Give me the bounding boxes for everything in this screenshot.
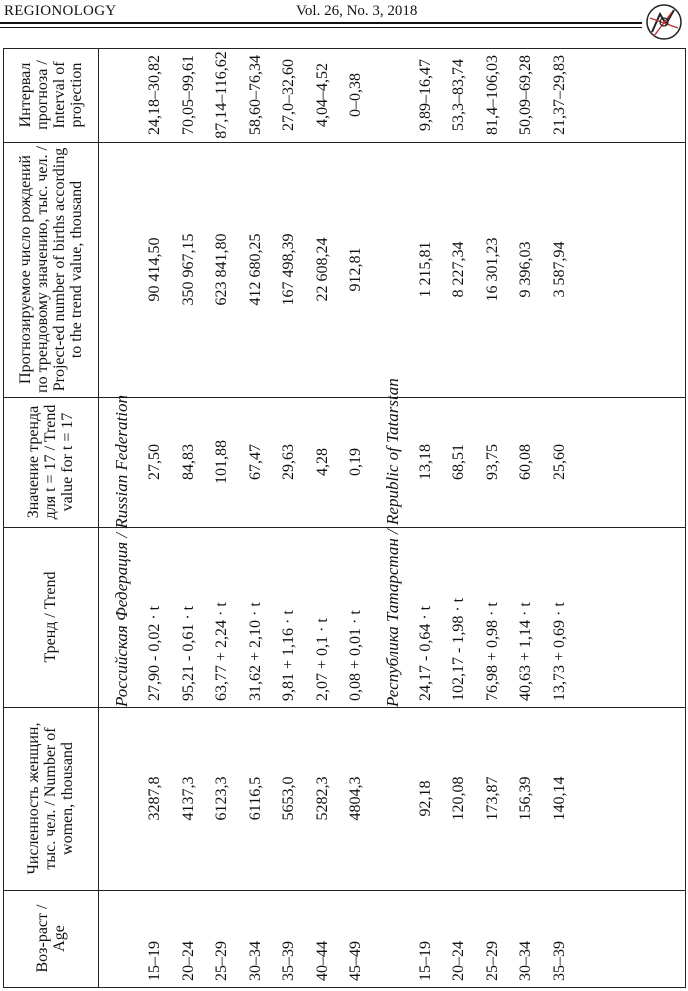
- cell-women: 4804,3: [346, 776, 364, 821]
- volume-info: Vol. 26, No. 3, 2018: [296, 3, 418, 19]
- cell-births: 912,81: [346, 247, 364, 292]
- cell-trend: 2,07 + 0,1 · t: [313, 618, 331, 701]
- column-header-trendvalue: [5, 401, 96, 523]
- table-border-left: [3, 48, 4, 987]
- cell-women: 140,14: [550, 776, 568, 821]
- column-divider: [3, 142, 686, 143]
- cell-interval: 24,18–30,82: [145, 55, 163, 135]
- cell-women: 6123,3: [212, 776, 230, 821]
- cell-women: 6116,5: [246, 776, 264, 821]
- column-divider: [3, 48, 686, 49]
- cell-trend: 102,17 - 1,98 · t: [449, 597, 467, 701]
- header-border: [98, 48, 99, 987]
- cell-births: 22 608,24: [313, 237, 331, 302]
- cell-trend-value: 93,75: [483, 444, 501, 480]
- cell-women: 4137,3: [179, 776, 197, 821]
- cell-women: 3287,8: [145, 776, 163, 821]
- cell-trend-value: 4,28: [313, 448, 331, 476]
- cell-trend-value: 25,60: [550, 444, 568, 480]
- cell-trend: 13,73 + 0,69 · t: [550, 602, 568, 701]
- column-divider: [3, 987, 686, 988]
- cell-trend-value: 27,50: [145, 444, 163, 480]
- cell-interval: 58,60–76,34: [246, 55, 264, 135]
- cell-trend-value: 68,51: [449, 444, 467, 480]
- cell-age: 25–29: [483, 941, 501, 981]
- cell-age: 45–49: [346, 941, 364, 981]
- column-header-interval: [5, 52, 96, 138]
- cell-interval: 87,14–116,62: [212, 51, 230, 139]
- cell-trend: 95,21 - 0,61 · t: [179, 605, 197, 701]
- cell-age: 25–29: [212, 941, 230, 981]
- page-header: [0, 0, 688, 44]
- cell-births: 90 414,50: [145, 237, 163, 302]
- cell-trend: 63,77 + 2,24 · t: [212, 602, 230, 701]
- cell-trend-value: 29,63: [279, 444, 297, 480]
- cell-interval: 81,4–106,03: [483, 55, 501, 135]
- cell-births: 3 587,94: [550, 241, 568, 298]
- section-title: Республика Татарстан / Republic of Tatarstan: [382, 378, 402, 707]
- cell-interval: 53,3–83,74: [449, 59, 467, 131]
- column-header-label: Значение тренда для t = 17 / Trend value for t = 17: [25, 404, 76, 520]
- cell-trend: 24,17 - 0,64 · t: [416, 605, 434, 701]
- cell-trend-value: 13,18: [416, 444, 434, 480]
- cell-interval: 50,09–69,28: [516, 55, 534, 135]
- column-header-age: [5, 894, 96, 983]
- cell-women: 173,87: [483, 776, 501, 821]
- cell-interval: 27,0–32,60: [279, 59, 297, 131]
- column-header-label: Интервал прогноза / Interval of projection: [16, 60, 85, 130]
- cell-trend-value: 0,19: [346, 448, 364, 476]
- cell-age: 40–44: [313, 941, 331, 981]
- cell-interval: 0–0,38: [346, 73, 364, 117]
- cell-trend-value: 84,83: [179, 444, 197, 480]
- header-rule-thick: [0, 22, 642, 24]
- column-header-label: Численность женщин, тыс. чел. / Number of women, thousand: [25, 722, 76, 875]
- cell-age: 15–19: [416, 941, 434, 981]
- cell-births: 412 680,25: [246, 233, 264, 306]
- cell-interval: 9,89–16,47: [416, 59, 434, 131]
- cell-interval: 21,37–29,83: [550, 55, 568, 135]
- cell-women: 5282,3: [313, 776, 331, 821]
- cell-women: 156,39: [516, 776, 534, 821]
- cell-age: 35–39: [279, 941, 297, 981]
- column-header-trend: [5, 531, 96, 703]
- column-header-label: Воз-раст / Age: [33, 904, 68, 973]
- cell-women: 5653,0: [279, 776, 297, 821]
- column-divider: [3, 527, 686, 528]
- cell-age: 30–34: [516, 941, 534, 981]
- cell-trend: 40,63 + 1,14 · t: [516, 602, 534, 701]
- cell-age: 30–34: [246, 941, 264, 981]
- journal-title: REGIONOLOGY: [4, 3, 117, 19]
- cell-trend: 76,98 + 0,98 · t: [483, 602, 501, 701]
- cell-age: 15–19: [145, 941, 163, 981]
- cell-births: 9 396,03: [516, 241, 534, 298]
- column-header-label: Прогнозируемое число рождений по трендовому значению, тыс. чел. / Project-ed number of births according to the trend value, thousand: [16, 146, 85, 393]
- cell-women: 120,08: [449, 776, 467, 821]
- cell-births: 623 841,80: [212, 233, 230, 306]
- table-border-right: [685, 48, 686, 987]
- column-divider: [3, 890, 686, 891]
- cell-trend: 27,90 - 0,02 · t: [145, 605, 163, 701]
- column-divider: [3, 707, 686, 708]
- section-title: Российская Федерация / Russian Federation: [112, 395, 131, 707]
- fertility-projection-table: [3, 48, 686, 987]
- cell-age: 35–39: [550, 941, 568, 981]
- cell-trend-value: 101,88: [212, 440, 230, 484]
- cell-age: 20–24: [179, 941, 197, 981]
- cell-births: 16 301,23: [483, 237, 501, 302]
- column-header-women: [5, 711, 96, 886]
- cell-age: 20–24: [449, 941, 467, 981]
- cell-trend-value: 67,47: [246, 444, 264, 480]
- cell-births: 8 227,34: [449, 241, 467, 298]
- cell-interval: 4,04–4,52: [313, 63, 331, 127]
- column-header-births: [5, 146, 96, 393]
- journal-emblem-icon: [644, 2, 684, 42]
- cell-trend: 9,81 + 1,16 · t: [279, 610, 297, 701]
- cell-trend: 0,08 + 0,01 · t: [346, 610, 364, 701]
- column-divider: [3, 397, 686, 398]
- cell-trend-value: 60,08: [516, 444, 534, 480]
- cell-interval: 70,05–99,61: [179, 55, 197, 135]
- cell-trend: 31,62 + 2,10 · t: [246, 602, 264, 701]
- header-rule-thin: [0, 27, 642, 28]
- cell-births: 1 215,81: [416, 241, 434, 298]
- cell-births: 167 498,39: [279, 233, 297, 306]
- cell-women: 92,18: [416, 780, 434, 817]
- column-header-label: Тренд / Trend: [42, 571, 59, 663]
- cell-births: 350 967,15: [179, 233, 197, 306]
